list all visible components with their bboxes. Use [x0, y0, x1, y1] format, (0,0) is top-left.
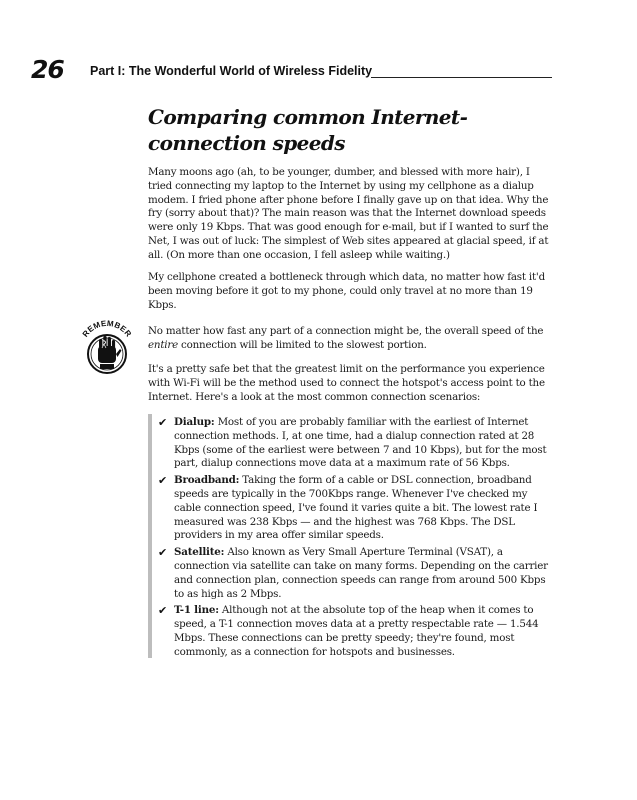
list-item-term: Dialup: [174, 416, 215, 428]
running-head: Part I: The Wonderful World of Wireless Fidelity [90, 64, 373, 78]
list-item-term: Broadband: [174, 474, 240, 487]
checkmark-icon: ✔ [158, 416, 168, 429]
remember-hand-icon [76, 314, 138, 376]
paragraph-3 [148, 325, 551, 353]
paragraph-3-end: connection will be limited to the slowest portion. [177, 338, 427, 351]
remember-icon-graphic [76, 314, 138, 376]
header-rule [371, 77, 552, 78]
list-item-term: T-1 line: [174, 604, 219, 617]
paragraph-2: My cellphone created a bottleneck through which data, no matter how fast it'd been moving before it got to my phone, could only travel at no more than 19 Kbps. [148, 271, 545, 311]
list-item-t1-line [158, 604, 553, 659]
paragraph-3-start: No matter how fast any part of a connection might be, the overall speed of the [148, 325, 544, 337]
list-item-text: Most of you are probably familiar with the earliest of Internet connection methods. I, at one time, had a dialup connection rated at 28 Kbps (some of the earliest were between 7 and 10 Kbps), but for the most part, dialup connections move data at a maximum rate of 56 Kbps. [174, 416, 547, 470]
page-number: 26 [31, 55, 64, 84]
list-item-dialup [158, 416, 553, 471]
list-item-term: Satellite: [174, 546, 225, 559]
list-item-text: Also known as Very Small Aperture Terminal (VSAT), a connection via satellite can take on many forms. Depending on the carrier and connection plan, connection speeds can range from around 500 Kbps to as high as 2 Mbps. [174, 546, 548, 600]
connection-list [158, 416, 553, 663]
checkmark-icon: ✔ [158, 546, 168, 560]
remember-label: REMEMBER [80, 318, 134, 339]
paragraph-4: It's a pretty safe bet that the greatest limit on the performance you experience with Wi-Fi will be the method used to connect the hotspot's access point to the Internet. Here's a look at the most common connection scenarios: [148, 363, 545, 403]
checkmark-icon: ✔ [158, 474, 168, 488]
emphasis-entire: entire [148, 338, 178, 351]
checkmark-icon: ✔ [158, 604, 168, 618]
list-item-text: Taking the form of a cable or DSL connection, broadband speeds are typically in the 700Kbps range. Whenever I've checked my cable connection speed, I've found it varies quite a bit. The lowest rate I measured was 238 Kbps — and the highest was 768 Kbps. The DSL providers in my area offer similar speeds. [174, 474, 538, 542]
list-sidebar-bar [148, 414, 152, 658]
section-title: Comparing common Internet-connection speeds [148, 105, 468, 155]
list-item-text: Although not at the absolute top of the heap when it comes to speed, a T-1 connection moves data at a pretty respectable rate — 1.544 Mbps. These connections can be pretty speedy; they're found, most commonly, as a connection for hotspots and businesses. [174, 604, 539, 658]
paragraph-1: Many moons ago (ah, to be younger, dumber, and blessed with more hair), I tried connecting my laptop to the Internet by using my cellphone as a dialup modem. I fried phone after phone before I finally gave up on that idea. Why the fry (sorry about that)? The main reason was that the Internet download speeds were only 19 Kbps. That was good enough for e-mail, but if I wanted to surf the Net, I was out of luck: The simplest of Web sites appeared at glacial speed, if at all. (On more than one occasion, I fell asleep while waiting.) [148, 166, 549, 261]
list-item-broadband [158, 474, 553, 543]
list-item-satellite [158, 546, 553, 601]
